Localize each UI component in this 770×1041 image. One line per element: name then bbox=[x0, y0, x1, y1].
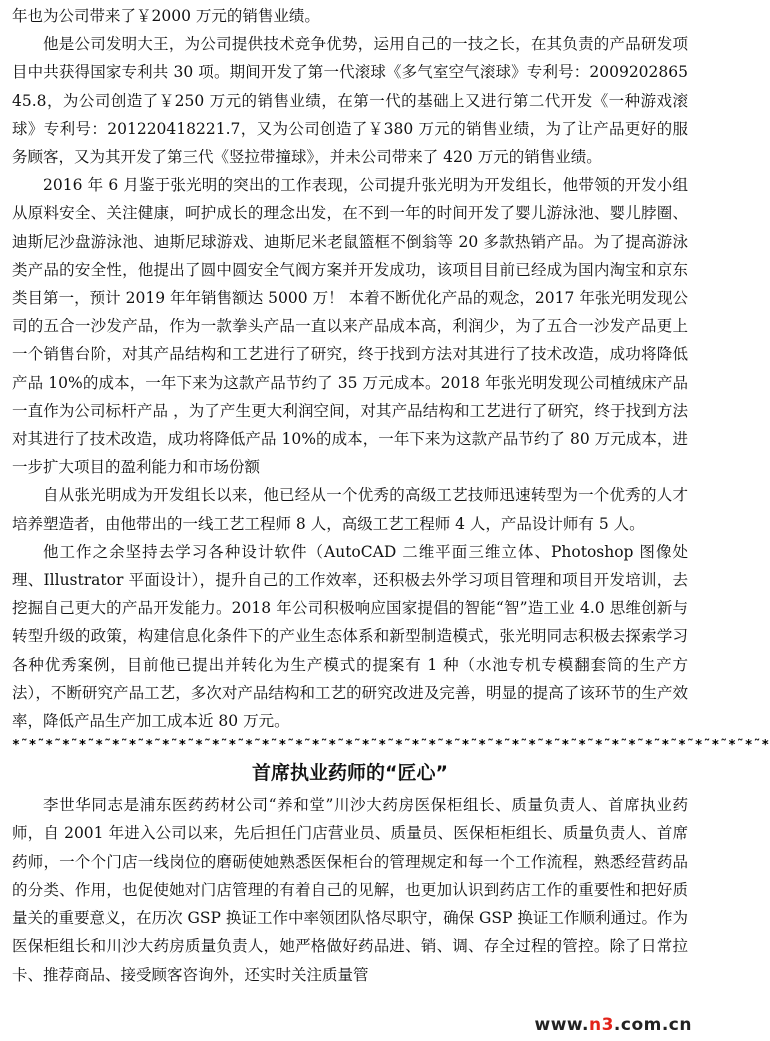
section-title: 首席执业药师的“匠心” bbox=[252, 762, 448, 785]
watermark-prefix: www. bbox=[534, 1015, 589, 1035]
paragraph: 他是公司发明大王，为公司提供技术竞争优势，运用自己的一技之长，在其负责的产品研发项目中共获得国家专利共 30 项。期间开发了第一代滚球《多气室空气滚球》专利号：200920286545.8，为公司创造了￥250 万元的销售业绩，在第一代的基础上又进行第二代开发《一种游戏滚球》专利号：201220418221.7，又为公司创造了￥380 万元的销售业绩，为了让产品更好的服务顾客，又为其开发了第三代《竖拉带撞球》，并未公司带来了 420 万元的销售业绩。 bbox=[12, 35, 688, 167]
paragraph: 他工作之余坚持去学习各种设计软件（AutoCAD 二维平面三维立体、Photoshop 图像处理、Illustrator 平面设计），提升自己的工作效率，还积极去外学习项目管理和项目开发培训，去挖掘自己更大的产品开发能力。2018 年公司积极响应国家提倡的智能“智”造工业 4.0 思维创新与转型升级的政策，构建信息化条件下的产业生态体系和新型制造模式，张光明同志积极去探索学习各种优秀案例，目前他已提出并转化为生产模式的提案有 1 种（水池专机专模翻套筒的生产方法），不断研究产品工艺，多次对产品结构和工艺的研究改进及完善，明显的提高了该环节的生产效率，降低产品生产加工成本近 80 万元。 bbox=[12, 542, 688, 731]
section-divider: *˜*˜*˜*˜*˜*˜*˜*˜*˜*˜*˜*˜*˜*˜*˜*˜*˜*˜*˜*˜*˜*˜*˜*˜*˜*˜*˜*˜*˜*˜*˜*˜*˜*˜*˜*˜*˜*˜*˜*˜*˜*˜*˜*˜*˜* bbox=[12, 738, 770, 754]
paragraph: 年也为公司带来了￥2000 万元的销售业绩。 bbox=[12, 7, 320, 25]
paragraph: 2016 年 6 月鉴于张光明的突出的工作表现，公司提升张光明为开发组长，他带领的开发小组从原料安全、关注健康，呵护成长的理念出发，在不到一年的时间开发了婴儿游泳池、婴儿脖圈、迪斯尼沙盘游泳池、迪斯尼球游戏、迪斯尼米老鼠篮框不倒翁等 20 多款热销产品。为了提高游泳类产品的安全性，他提出了圆中圆安全气阀方案并开发成功，该项目目前已经成为国内淘宝和京东类目第一，预计 2019 年年销售额达 5000 万！ 本着不断优化产品的观念，2017 年张光明发现公司的五合一沙发产品，作为一款拳头产品一直以来产品成本高，利润少，为了五合一沙发产品更上一个销售台阶，对其产品结构和工艺进行了研究，终于找到方法对其进行了技术改造，成功将降低产品 10%的成本，一年下来为这款产品节约了 35 万元成本。2018 年张光明发现公司植绒床产品一直作为公司标杆产品 ，为了产生更大利润空间，对其产品结构和工艺进行了研究，终于找到方法对其进行了技术改造，成功将降低产品 10%的成本，一年下来为这款产品节约了 80 万元成本，进一步扩大项目的盈利能力和市场份额 bbox=[12, 176, 688, 477]
watermark-suffix: .com.cn bbox=[613, 1015, 692, 1035]
document-page bbox=[12, 2, 770, 989]
paragraph: 自从张光明成为开发组长以来，他已经从一个优秀的高级工艺技师迅速转型为一个优秀的人才培养塑造者，由他带出的一线工艺工程师 8 人，高级工艺工程师 4 人，产品设计师有 5 人。 bbox=[12, 486, 688, 533]
watermark-accent: n3 bbox=[588, 1015, 614, 1035]
paragraph: 李世华同志是浦东医药药材公司“养和堂”川沙大药房医保柜组长、质量负责人、首席执业药师，自 2001 年进入公司以来，先后担任门店营业员、质量员、医保柜柜组长、质量负责人、首席药师，一个个门店一线岗位的磨砺使她熟悉医保柜台的管理规定和每一个工作流程，熟悉经营药品的分类、作用，也促使她对门店管理的有着自己的见解，也更加认识到药店工作的重要性和把好质量关的重要意义，在历次 GSP 换证工作中率领团队恪尽职守，确保 GSP 换证工作顺利通过。作为医保柜组长和川沙大药房质量负责人，她严格做好药品进、销、调、存全过程的管控。除了日常拉卡、推荐商品、接受顾客咨询外，还实时关注质量管 bbox=[12, 796, 688, 984]
site-watermark bbox=[534, 1015, 692, 1035]
